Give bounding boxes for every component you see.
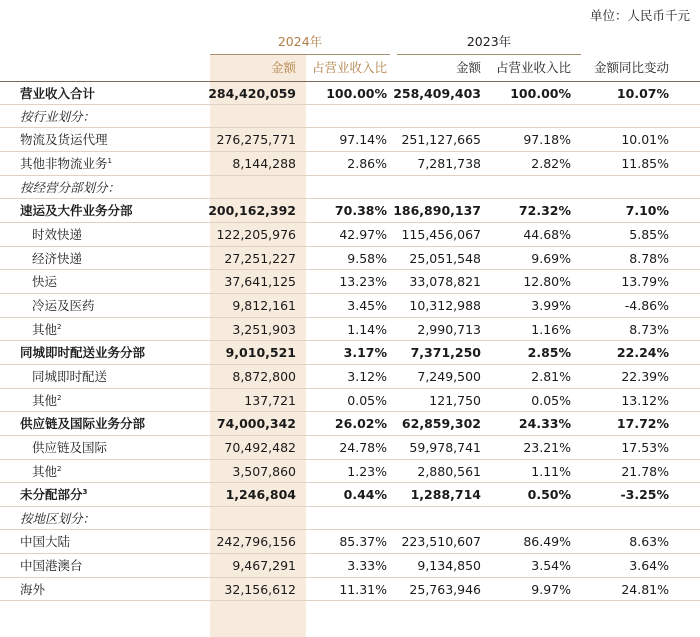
cell-ratio-2023: 2.85% [527,345,571,361]
cell-yoy-change: 13.79% [621,274,669,290]
cell-ratio-2023: 2.82% [531,155,571,171]
cell-amount-2023: 121,750 [429,392,481,408]
cell-ratio-2024: 97.14% [339,132,387,148]
cell-amount-2024: 37,641,125 [224,274,296,290]
cell-ratio-2024: 9.58% [347,250,387,266]
cell-amount-2023: 251,127,665 [401,132,481,148]
year-header-2023: 2023年 [466,34,512,49]
year-divider-2024 [210,54,390,55]
row-label: 其他$^2$ [32,321,62,337]
cell-ratio-2024: 1.23% [347,463,387,479]
row-label: 按地区划分： [20,510,96,526]
cell-amount-2024: 9,010,521 [225,345,296,361]
cell-ratio-2024: 42.97% [339,226,387,242]
table-row [0,483,700,507]
cell-ratio-2023: 3.54% [531,558,571,574]
cell-ratio-2023: 0.05% [531,392,571,408]
cell-amount-2024: 9,812,161 [232,297,296,313]
cell-amount-2024: 200,162,392 [208,203,296,219]
cell-ratio-2024: 2.86% [347,155,387,171]
cell-yoy-change: 21.78% [621,463,669,479]
table-row [0,412,700,436]
cell-ratio-2024: 13.23% [339,274,387,290]
cell-ratio-2023: 0.50% [527,487,571,503]
cell-amount-2023: 7,249,500 [417,368,481,384]
cell-yoy-change: 8.73% [629,321,669,337]
cell-amount-2023: 258,409,403 [393,86,481,101]
cell-ratio-2023: 3.99% [531,297,571,313]
cell-amount-2023: 2,990,713 [417,321,481,337]
cell-amount-2023: 2,880,561 [417,463,481,479]
cell-ratio-2023: 97.18% [523,132,571,148]
table-row [0,247,700,271]
cell-yoy-change: 22.39% [621,368,669,384]
cell-amount-2024: 3,507,860 [232,463,296,479]
cell-ratio-2024: 0.44% [343,487,387,503]
row-label: 快运 [32,274,58,290]
row-label: 按经营分部划分： [20,179,121,195]
cell-yoy-change: 13.12% [621,392,669,408]
row-label: 物流及货运代理 [20,132,108,148]
cell-amount-2024: 284,420,059 [208,86,296,101]
cell-yoy-change: 22.24% [616,345,669,361]
cell-amount-2024: 3,251,903 [232,321,296,337]
cell-ratio-2024: 26.02% [334,416,387,432]
cell-ratio-2024: 0.05% [347,392,387,408]
unit-label: 单位：人民币千元 [589,8,690,23]
cell-yoy-change: 10.07% [616,86,669,101]
table-row [0,341,700,365]
table-row [0,530,700,554]
footnote-marker: 2 [57,322,62,331]
cell-ratio-2023: 2.81% [531,368,571,384]
header-yoy: 金额同比变动 [593,60,669,75]
row-label: 海外 [20,581,46,597]
cell-ratio-2023: 23.21% [523,439,571,455]
cell-ratio-2023: 86.49% [523,534,571,550]
cell-yoy-change: -4.86% [624,297,669,313]
row-label: 同城即时配送业务分部 [20,345,146,361]
cell-yoy-change: 7.10% [625,203,669,219]
row-label: 时效快递 [32,226,83,242]
cell-amount-2023: 25,763,946 [409,581,481,597]
cell-yoy-change: 17.53% [621,439,669,455]
row-label: 冷运及医药 [32,297,95,313]
cell-ratio-2024: 1.14% [347,321,387,337]
table-row [0,318,700,342]
table-row [0,199,700,223]
year-header-2024: 2024年 [277,34,323,49]
table-row [0,578,700,602]
row-label: 其他$^2$ [32,463,62,479]
cell-ratio-2024: 100.00% [326,86,387,101]
cell-yoy-change: 5.85% [629,226,669,242]
cell-amount-2023: 25,051,548 [409,250,481,266]
row-label: 速运及大件业务分部 [20,203,133,219]
category-row [0,176,700,200]
header-ratio-2023: 占营业收入比 [495,60,571,75]
cell-amount-2024: 1,246,804 [225,487,296,503]
table-row [0,460,700,484]
cell-amount-2023: 33,078,821 [409,274,481,290]
cell-ratio-2023: 12.80% [523,274,571,290]
cell-amount-2023: 115,456,067 [401,226,481,242]
row-label: 同城即时配送 [32,368,108,384]
cell-amount-2024: 27,251,227 [224,250,296,266]
table-row [0,389,700,413]
cell-amount-2024: 9,467,291 [232,558,296,574]
table-row [0,223,700,247]
cell-yoy-change: 3.64% [629,558,669,574]
cell-ratio-2023: 100.00% [510,86,571,101]
cell-amount-2024: 8,144,288 [232,155,296,171]
cell-amount-2024: 276,275,771 [216,132,296,148]
footnote-marker: 2 [57,393,62,402]
cell-amount-2023: 7,371,250 [410,345,481,361]
header-amount-2024: 金额 [270,60,296,75]
cell-ratio-2024: 3.17% [343,345,387,361]
cell-amount-2024: 8,872,800 [232,368,296,384]
cell-amount-2023: 186,890,137 [393,203,481,219]
cell-ratio-2023: 1.11% [531,463,571,479]
row-label: 其他非物流业务$^1$ [20,155,112,171]
row-label: 按行业划分： [20,108,96,124]
cell-yoy-change: -3.25% [620,487,669,503]
cell-amount-2024: 137,721 [244,392,296,408]
cell-yoy-change: 24.81% [621,581,669,597]
cell-yoy-change: 10.01% [621,132,669,148]
row-label: 中国港澳台 [20,558,83,574]
cell-ratio-2023: 72.32% [518,203,571,219]
row-label: 未分配部分$^3$ [20,487,88,503]
cell-ratio-2024: 11.31% [339,581,387,597]
cell-yoy-change: 11.85% [621,155,669,171]
table-row [0,294,700,318]
table-row [0,81,700,105]
cell-amount-2023: 10,312,988 [409,297,481,313]
footnote-marker: 1 [107,156,112,165]
footnote-marker: 2 [57,464,62,473]
cell-ratio-2024: 3.12% [347,368,387,384]
footnote-marker: 3 [82,488,88,497]
cell-yoy-change: 8.63% [629,534,669,550]
cell-ratio-2023: 1.16% [531,321,571,337]
cell-ratio-2024: 85.37% [339,534,387,550]
cell-ratio-2023: 44.68% [523,226,571,242]
table-row [0,554,700,578]
cell-amount-2023: 9,134,850 [417,558,481,574]
cell-amount-2024: 74,000,342 [216,416,296,432]
header-amount-2023: 金额 [455,60,481,75]
cell-amount-2023: 59,978,741 [409,439,481,455]
year-divider-2023 [397,54,581,55]
category-row [0,507,700,531]
table-row [0,152,700,176]
cell-ratio-2023: 24.33% [518,416,571,432]
table-row [0,128,700,152]
cell-ratio-2023: 9.69% [531,250,571,266]
row-label: 供应链及国际业务分部 [20,416,146,432]
cell-yoy-change: 17.72% [616,416,669,432]
row-label: 其他$^2$ [32,392,62,408]
cell-ratio-2024: 24.78% [339,439,387,455]
table-row [0,436,700,460]
table-row [0,270,700,294]
cell-ratio-2024: 3.45% [347,297,387,313]
cell-amount-2023: 7,281,738 [417,155,481,171]
header-ratio-2024: 占营业收入比 [311,60,387,75]
cell-amount-2024: 122,205,976 [216,226,296,242]
cell-amount-2023: 62,859,302 [401,416,481,432]
cell-ratio-2024: 3.33% [347,558,387,574]
cell-amount-2023: 1,288,714 [410,487,481,503]
row-label: 中国大陆 [20,534,71,550]
category-row [0,105,700,129]
cell-ratio-2023: 9.97% [531,581,571,597]
cell-yoy-change: 8.78% [629,250,669,266]
cell-amount-2024: 242,796,156 [216,534,296,550]
row-label: 经济快递 [32,250,83,266]
cell-amount-2024: 70,492,482 [224,439,296,455]
table-row [0,365,700,389]
cell-amount-2023: 223,510,607 [401,534,481,550]
cell-amount-2024: 32,156,612 [224,581,296,597]
cell-ratio-2024: 70.38% [334,203,387,219]
revenue-table [0,81,700,601]
row-label: 供应链及国际 [32,439,108,455]
row-label: 营业收入合计 [20,86,96,101]
